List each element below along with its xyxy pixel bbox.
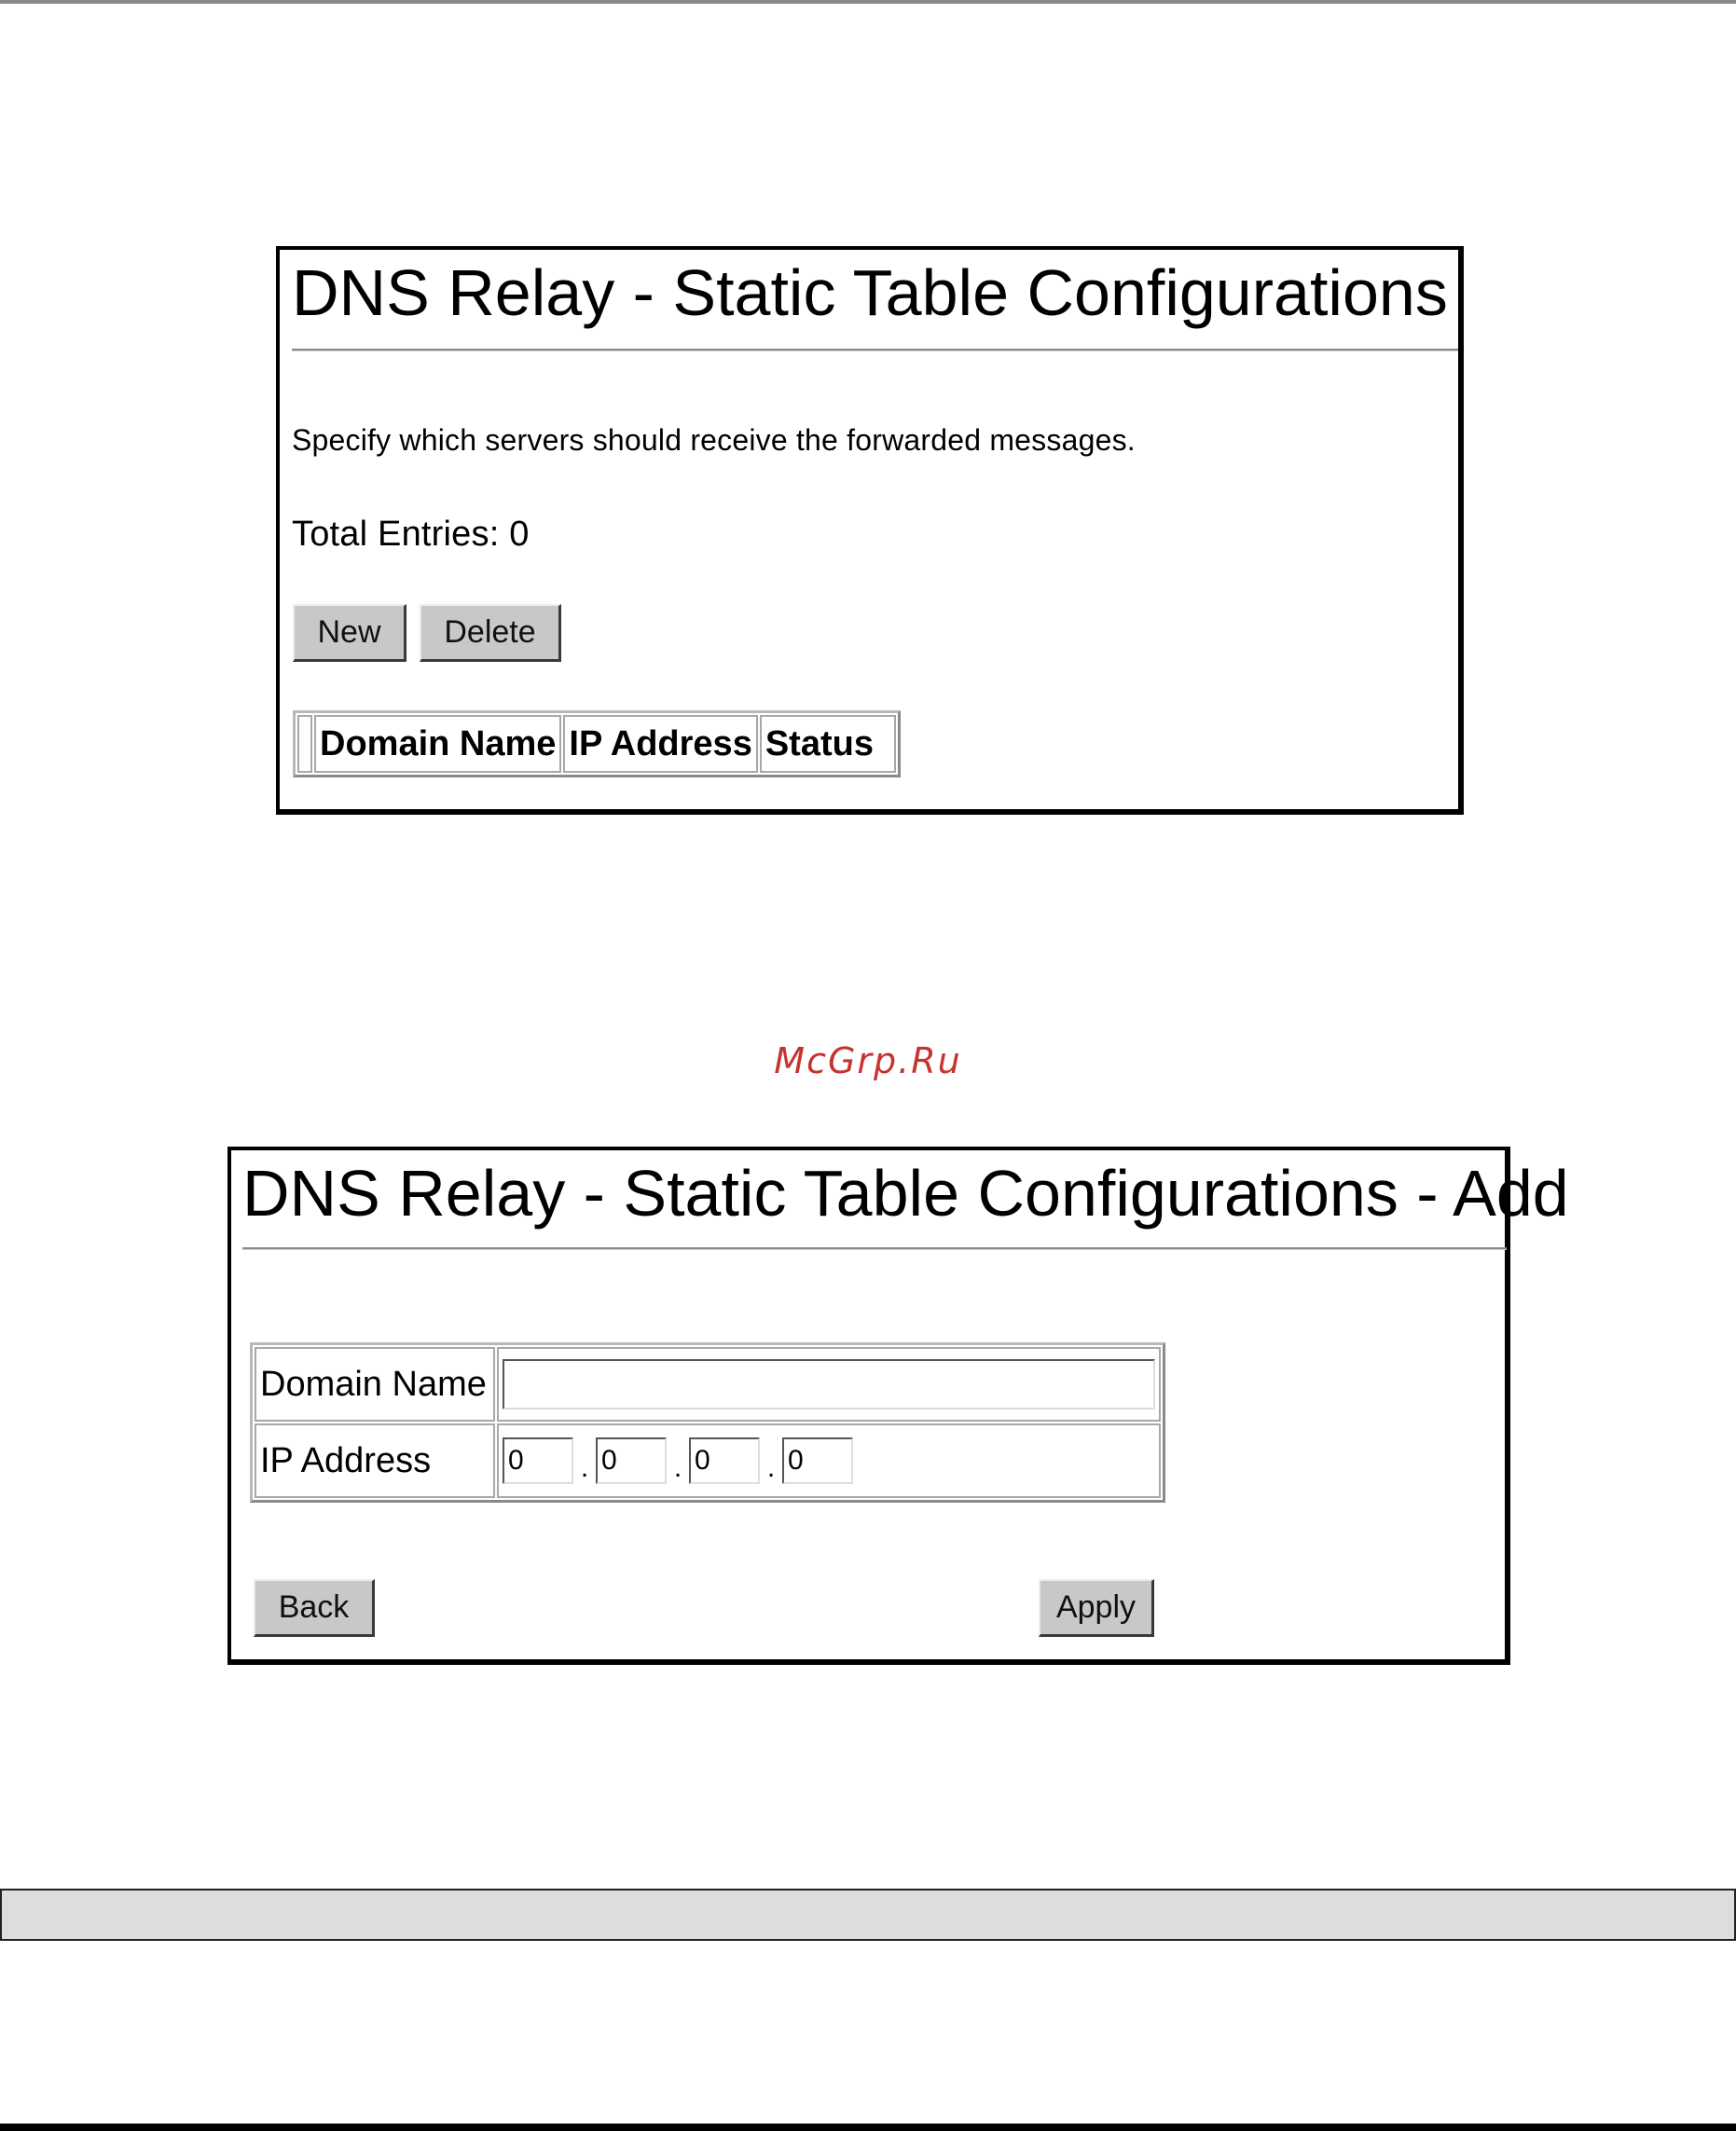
ip-address-label: IP Address: [255, 1423, 495, 1498]
static-table-add-panel: [227, 1147, 1569, 1665]
static-entries-table: [293, 710, 901, 777]
apply-button[interactable]: Apply: [1039, 1579, 1154, 1637]
top-rule: [0, 0, 1736, 4]
back-button[interactable]: Back: [254, 1579, 375, 1637]
select-column-header: [297, 715, 312, 773]
title-divider: [292, 349, 1458, 351]
status-column-header: Status: [760, 715, 896, 773]
ip-separator: .: [766, 1452, 776, 1483]
delete-button[interactable]: Delete: [420, 604, 561, 662]
domain-name-cell: [497, 1347, 1161, 1422]
ip-address-cell: [497, 1423, 1161, 1498]
title-divider: [242, 1247, 1507, 1250]
watermark-text: McGrp.Ru: [774, 1040, 962, 1081]
panel-title: DNS Relay - Static Table Configurations - Add: [242, 1157, 1569, 1230]
table-header-row: [297, 715, 896, 773]
footer-bar: [0, 1889, 1736, 1941]
total-entries: Total Entries: 0: [292, 515, 530, 554]
ip-octet-3-input[interactable]: [689, 1437, 760, 1484]
panel-title: DNS Relay - Static Table Configurations: [292, 256, 1448, 329]
bottom-rule: [0, 2124, 1736, 2131]
ip-octet-2-input[interactable]: [596, 1437, 667, 1484]
ip-address-column-header: IP Address: [563, 715, 757, 773]
domain-name-column-header: Domain Name: [314, 715, 561, 773]
ip-octet-4-input[interactable]: [782, 1437, 853, 1484]
domain-name-input[interactable]: [503, 1359, 1155, 1409]
ip-octet-1-input[interactable]: [503, 1437, 573, 1484]
new-button[interactable]: New: [293, 604, 406, 662]
ip-separator: .: [673, 1452, 682, 1483]
add-entry-form-table: [250, 1342, 1165, 1503]
ip-separator: .: [580, 1452, 589, 1483]
domain-name-label: Domain Name: [255, 1347, 495, 1422]
ip-address-row: [255, 1423, 1161, 1498]
domain-name-row: [255, 1347, 1161, 1422]
static-table-panel: [276, 246, 1464, 815]
panel-description: Specify which servers should receive the forwarded messages.: [292, 423, 1136, 457]
